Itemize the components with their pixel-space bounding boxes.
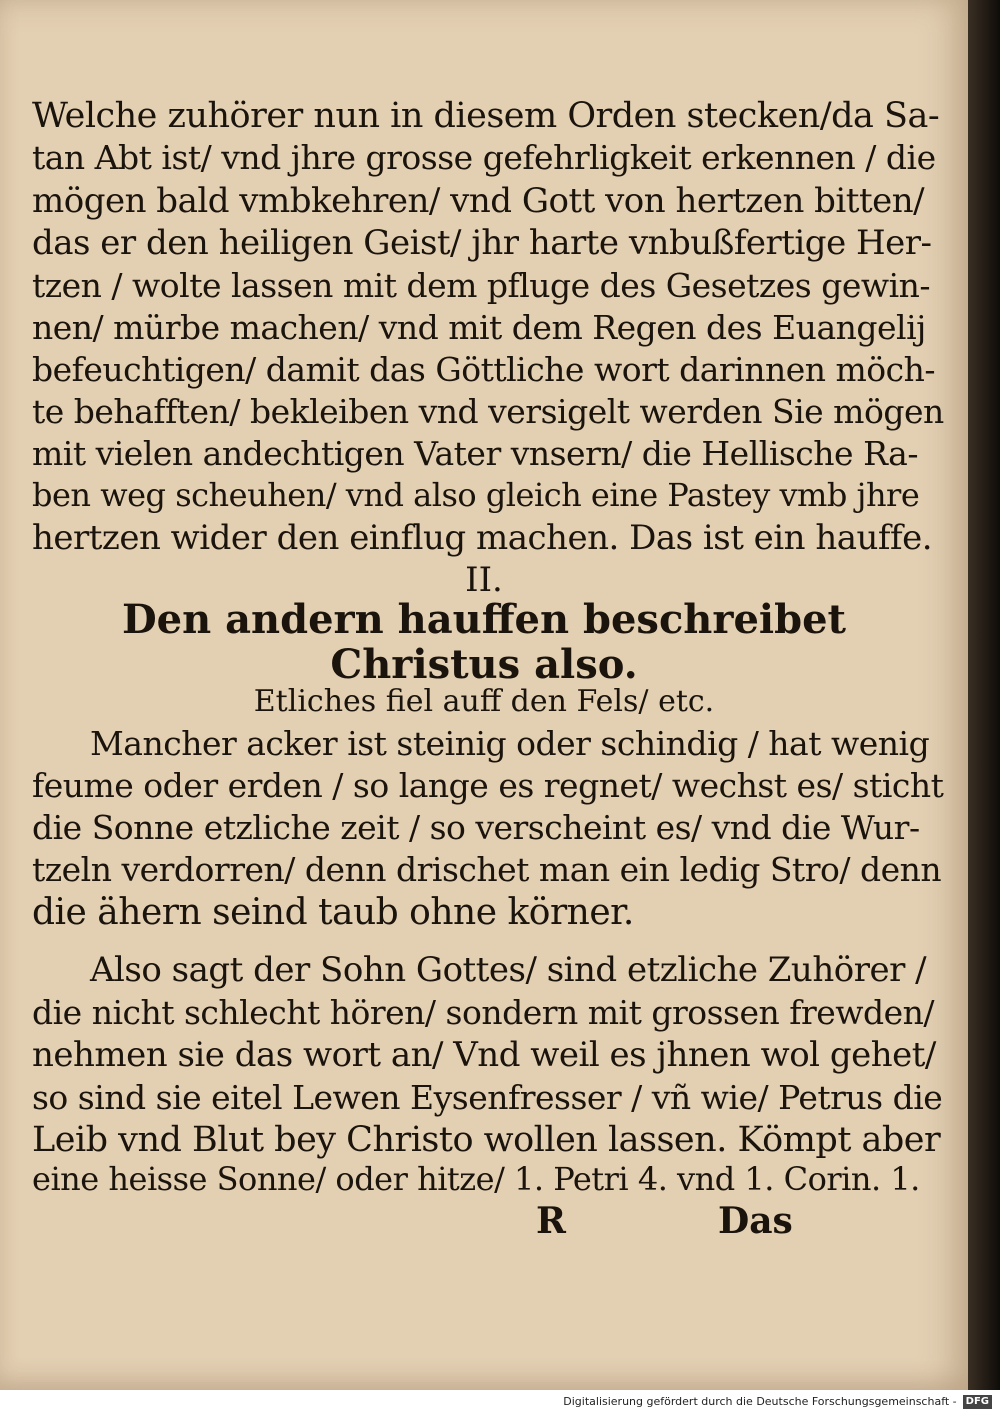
text-line: so sind sie eitel Lewen Eysenfresser / vñ wie/ Petrus die — [32, 1078, 943, 1117]
text-line: nen/ mürbe machen/ vnd mit dem Regen des Euangelij — [32, 308, 926, 347]
text-line: tzeln verdorren/ denn drischet man ein ledig Stro/ denn — [32, 850, 942, 889]
text-line: Welche zuhörer nun in diesem Orden stecken/da Sa- — [32, 96, 940, 136]
text-line: Leib vnd Blut bey Christo wollen lassen. Kömpt aber — [32, 1120, 941, 1160]
text-line: Mancher acker ist steinig oder schindig / hat wenig — [90, 724, 930, 763]
dfg-logo-icon: DFG — [963, 1395, 992, 1409]
text-line: die ähern seind taub ohne körner. — [32, 892, 634, 933]
text-line: eine heisse Sonne/ oder hitze/ 1. Petri 4. vnd 1. Corin. 1. — [32, 1160, 920, 1198]
text-line: tzen / wolte lassen mit dem pfluge des Gesetzes gewin- — [32, 266, 931, 305]
text-line: die Sonne etzliche zeit / so verscheint es/ vnd die Wur- — [32, 808, 920, 847]
text-line: Also sagt der Sohn Gottes/ sind etzliche Zuhörer / — [90, 950, 927, 990]
text-line: das er den heiligen Geist/ jhr harte vnbußfertige Her- — [32, 223, 932, 263]
section-number: II. — [465, 560, 503, 600]
page-edge-shadow — [968, 0, 1000, 1390]
text-line: mit vielen andechtigen Vater vnsern/ die Hellische Ra- — [32, 434, 918, 473]
text-line: mögen bald vmbkehren/ vnd Gott von hertzen bitten/ — [32, 181, 925, 221]
footer-credit: Digitalisierung gefördert durch die Deutsche Forschungsgemeinschaft - — [563, 1395, 957, 1408]
text-line: te behafften/ bekleiben vnd versigelt werden Sie mögen — [32, 392, 944, 431]
text-line: die nicht schlecht hören/ sondern mit grossen frewden/ — [32, 993, 935, 1032]
text-line: nehmen sie das wort an/ Vnd weil es jhnen wol gehet/ — [32, 1035, 936, 1075]
text-line: ben weg scheuhen/ vnd also gleich eine Pastey vmb jhre — [32, 476, 920, 514]
section-heading: Den andern hauffen beschreibet — [121, 596, 846, 643]
text-line: feume oder erden / so lange es regnet/ wechst es/ sticht — [32, 766, 944, 805]
text-line: hertzen wider den einflug machen. Das ist ein hauffe. — [32, 518, 933, 558]
text-line: tan Abt ist/ vnd jhre grosse gefehrligkeit erkennen / die — [32, 138, 936, 177]
text-line: befeuchtigen/ damit das Göttliche wort darinnen möch- — [32, 350, 936, 389]
section-subheading: Etliches fiel auff den Fels/ etc. — [253, 684, 715, 719]
section-heading: Christus also. — [330, 641, 638, 688]
footer-bar — [0, 1390, 1000, 1414]
signature-mark: R — [536, 1200, 566, 1242]
catchword: Das — [718, 1200, 793, 1242]
